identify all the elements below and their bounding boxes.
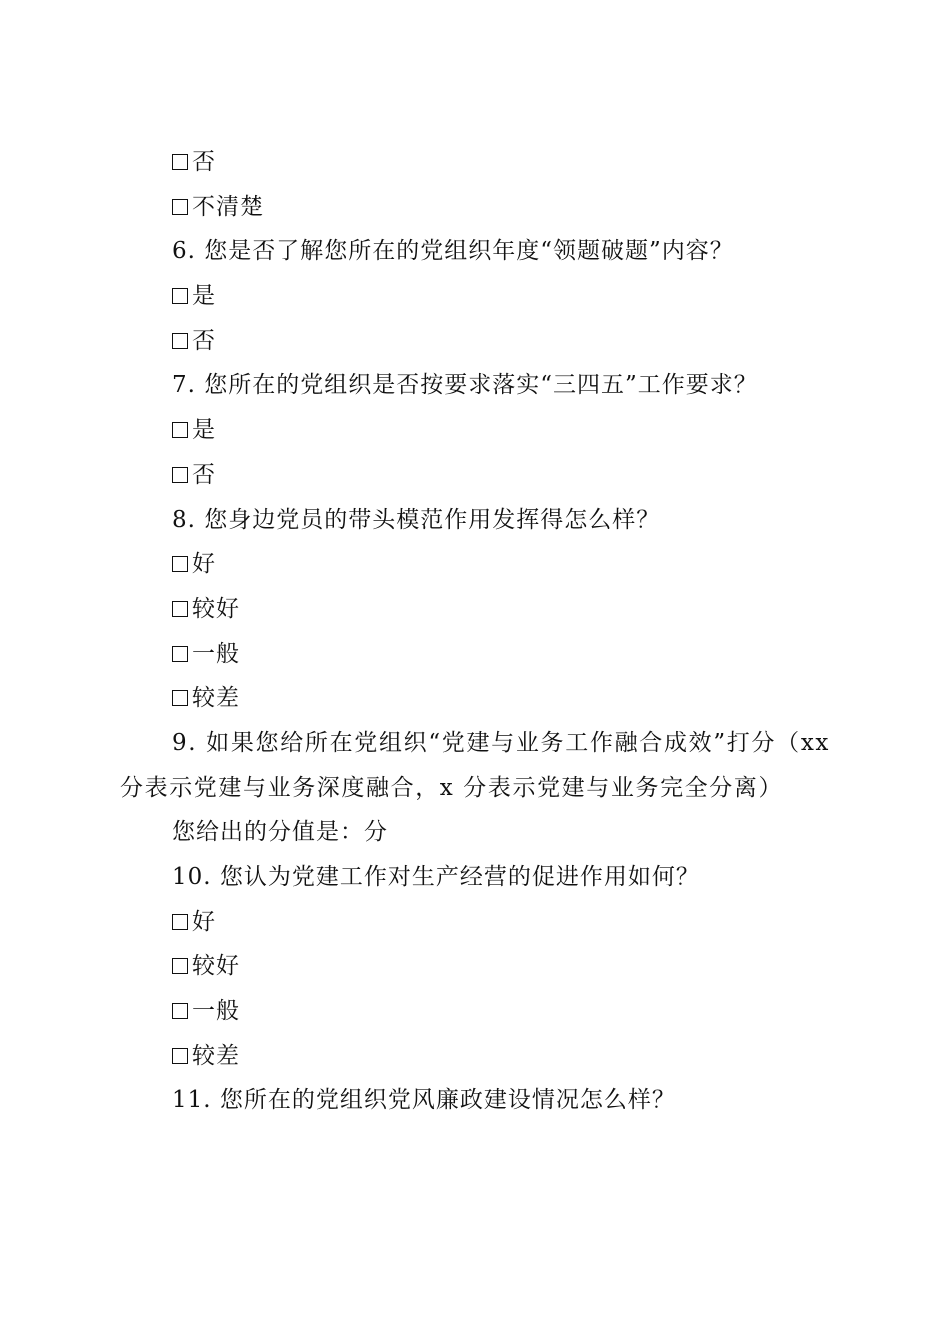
option-label: 较好 (192, 595, 240, 622)
checkbox-icon[interactable] (172, 467, 188, 483)
option-item[interactable] (120, 900, 830, 945)
checkbox-icon[interactable] (172, 199, 188, 215)
option-item[interactable] (120, 587, 830, 632)
checkbox-icon[interactable] (172, 914, 188, 930)
option-label: 不清楚 (192, 193, 264, 220)
option-item[interactable] (120, 542, 830, 587)
question-7: 7. 您所在的党组织是否按要求落实“三四五”工作要求？ (172, 372, 758, 399)
option-item[interactable] (120, 319, 830, 364)
checkbox-icon[interactable] (172, 1048, 188, 1064)
checkbox-icon[interactable] (172, 556, 188, 572)
option-label: 好 (192, 551, 216, 578)
checkbox-icon[interactable] (172, 646, 188, 662)
checkbox-icon[interactable] (172, 288, 188, 304)
option-item[interactable] (120, 408, 830, 453)
option-label: 较差 (192, 1042, 240, 1069)
option-item[interactable] (120, 1034, 830, 1079)
checkbox-icon[interactable] (172, 154, 188, 170)
question-6: 6. 您是否了解您所在的党组织年度“领题破题”内容？ (172, 238, 734, 265)
option-label: 较差 (192, 685, 240, 712)
option-item[interactable] (120, 632, 830, 677)
option-label: 一般 (192, 998, 240, 1025)
checkbox-icon[interactable] (172, 333, 188, 349)
option-label: 是 (192, 417, 216, 444)
checkbox-icon[interactable] (172, 422, 188, 438)
score-answer-line: 您给出的分值是：分 (172, 819, 388, 846)
question-8: 8. 您身边党员的带头模范作用发挥得怎么样？ (172, 506, 661, 533)
checkbox-icon[interactable] (172, 1003, 188, 1019)
option-item[interactable] (120, 676, 830, 721)
option-label: 较好 (192, 953, 240, 980)
option-label: 否 (192, 327, 216, 354)
checkbox-icon[interactable] (172, 958, 188, 974)
option-item[interactable] (120, 185, 830, 230)
option-label: 好 (192, 908, 216, 935)
checkbox-icon[interactable] (172, 601, 188, 617)
question-11: 11. 您所在的党组织党风廉政建设情况怎么样？ (172, 1087, 676, 1114)
option-item[interactable] (120, 944, 830, 989)
option-label: 一般 (192, 640, 240, 667)
option-item[interactable] (120, 453, 830, 498)
checkbox-icon[interactable] (172, 690, 188, 706)
option-item[interactable] (120, 989, 830, 1034)
option-item[interactable] (120, 140, 830, 185)
option-label: 否 (192, 149, 216, 175)
questionnaire-content (120, 140, 830, 1123)
option-label: 是 (192, 283, 216, 310)
option-label: 否 (192, 461, 216, 488)
question-10: 10. 您认为党建工作对生产经营的促进作用如何？ (172, 864, 700, 891)
option-item[interactable] (120, 274, 830, 319)
question-9: 9. 如果您给所在党组织“党建与业务工作融合成效”打分（xx 分表示党建与业务深度融合，x 分表示党建与业务完全分离） (120, 729, 830, 801)
